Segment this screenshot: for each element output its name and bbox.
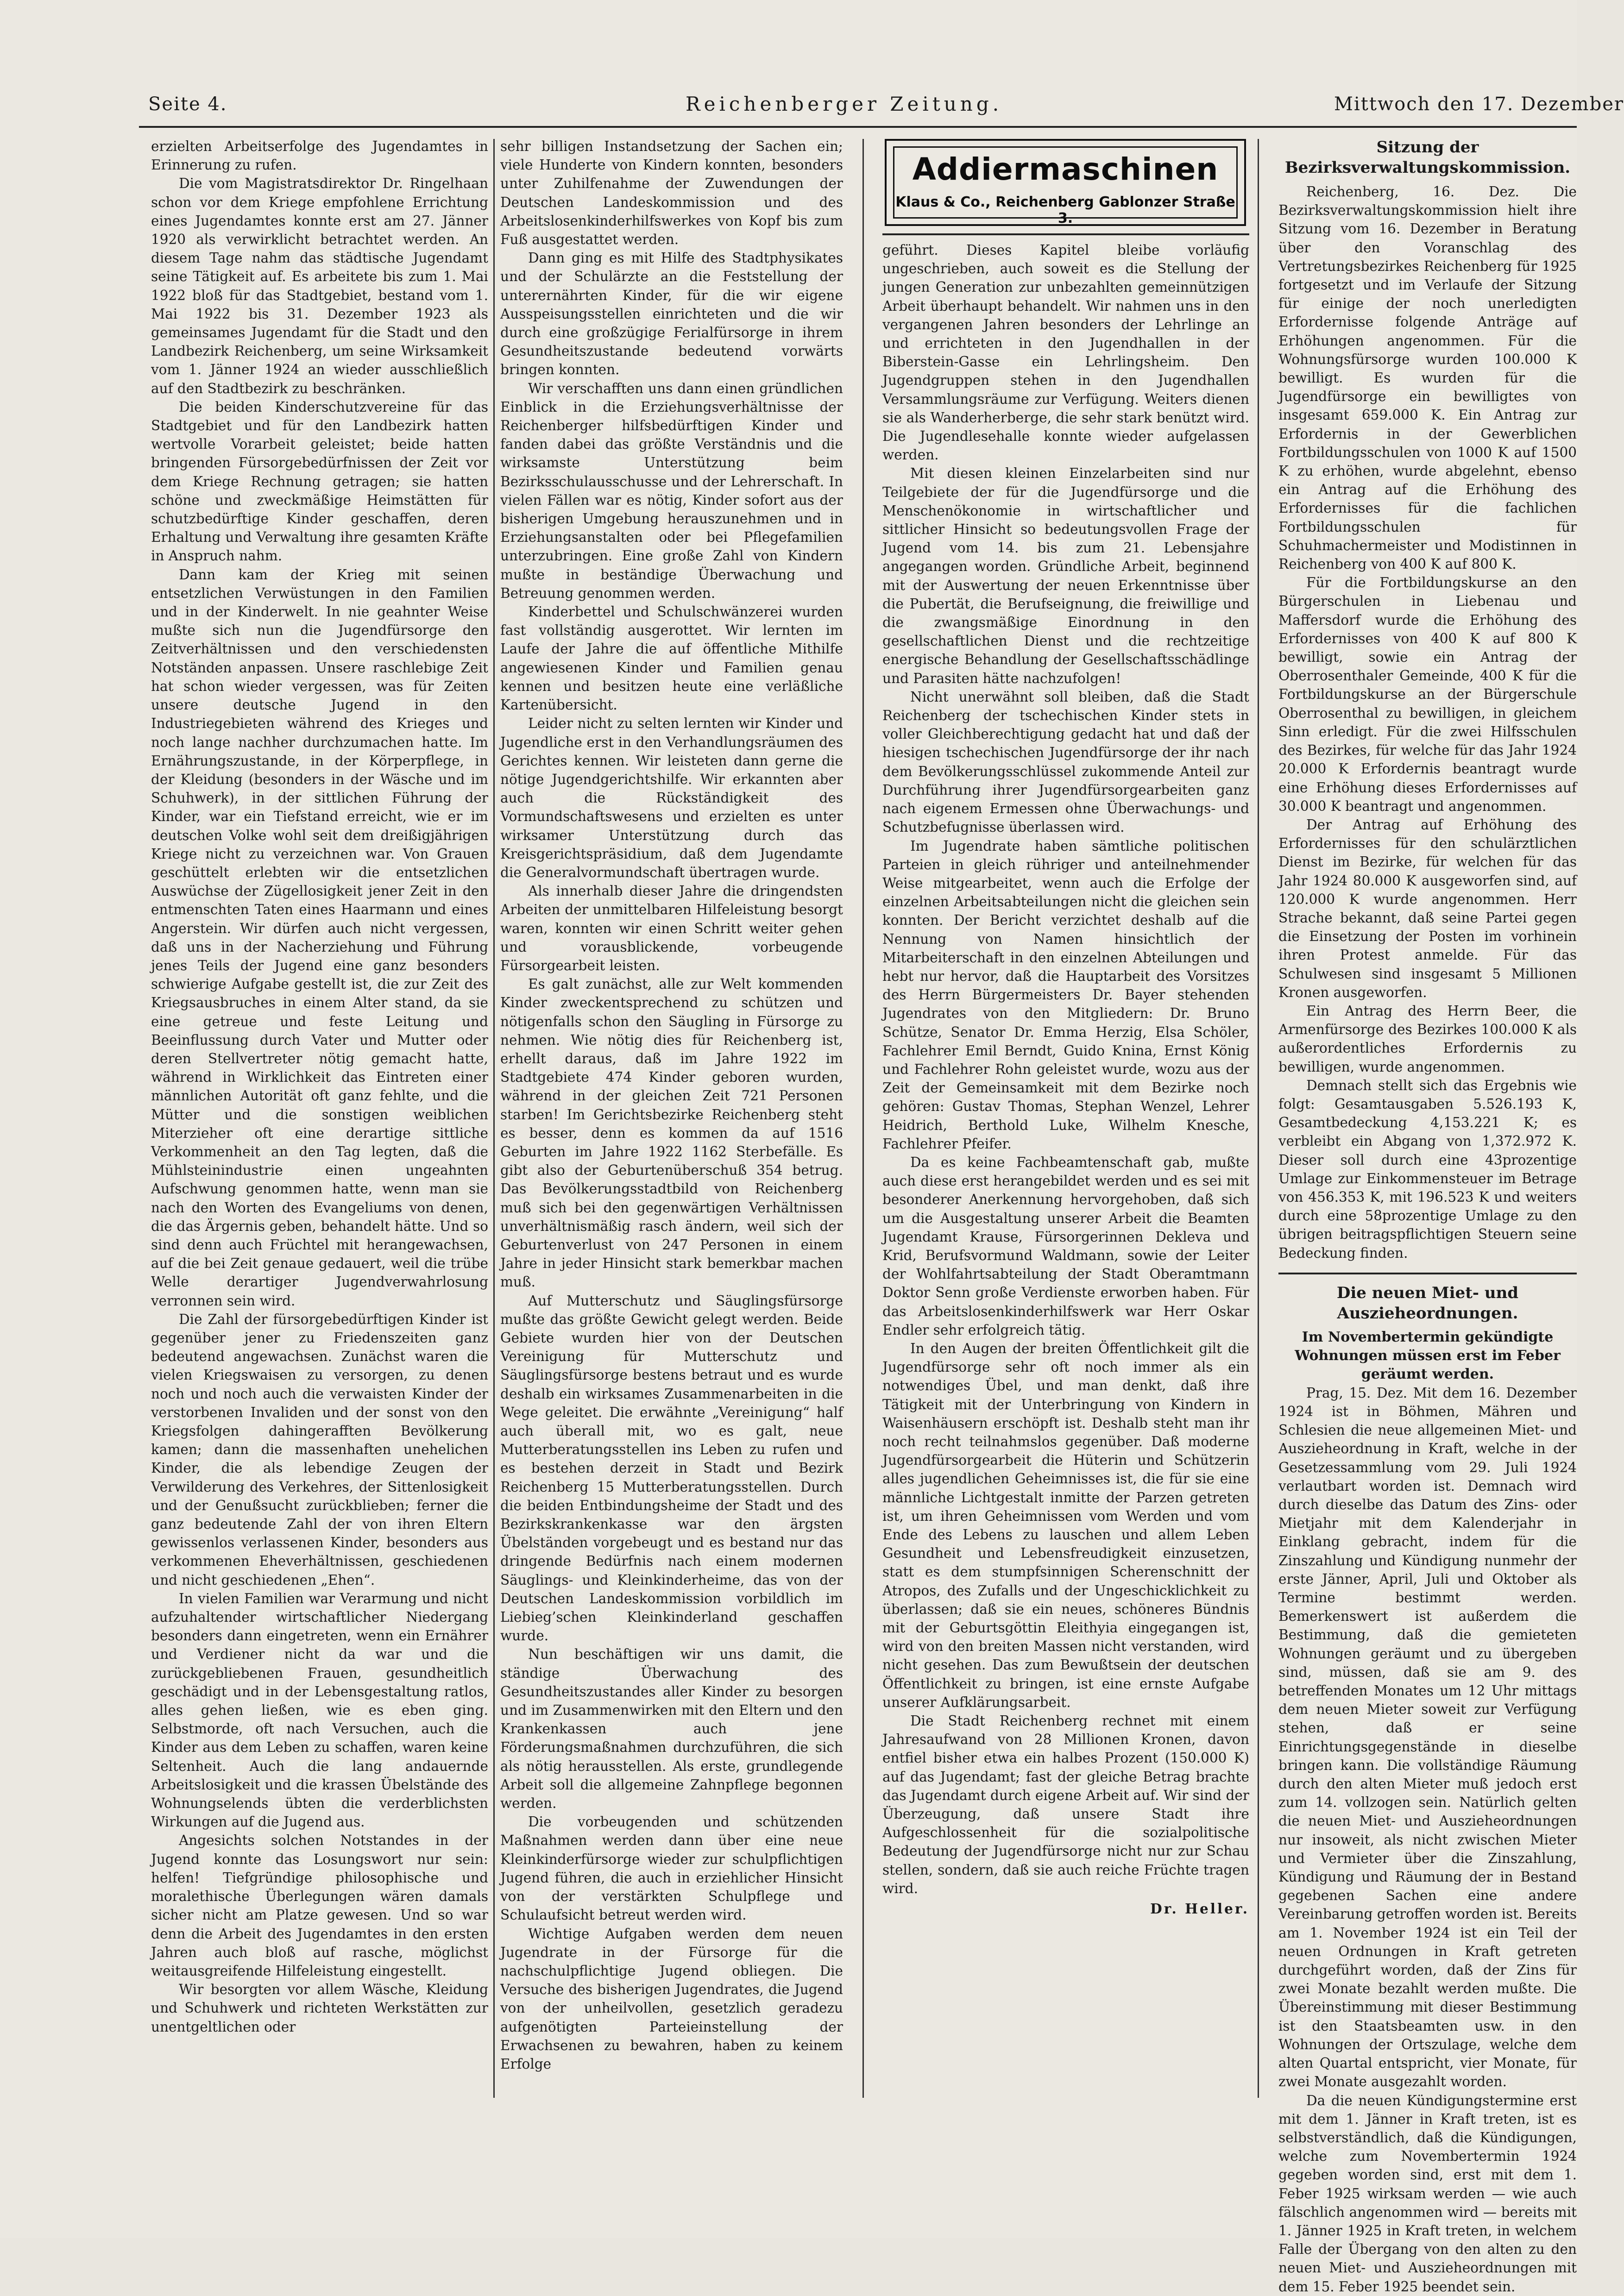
paragraph: Leider nicht zu selten lernten wir Kinder und Jugendliche erst in den Verhandlungsräumen des Gerichtes kennen. Wir leisteten dann gerne die nötige Jugendgerichtshilfe. Wir erkannten aber auch die Rückständigkeit des Vormundschaftswesens und erzielten es unter wirksamer Unterstützung durch das Kreisgerichtspräsidium, daß dem Jugendamte die Generalvormundschaft übertragen wurde.	[500, 715, 843, 880]
advertisement-frame	[893, 146, 1238, 226]
paragraph: Mit diesen kleinen Einzelarbeiten sind nur Teilgebiete der für die Jugendfürsorge und die Menschenökonomie in wirtschaftlicher und sittlicher Hinsicht so bedeutungsvollen Frage der Jugend vom 14. bis zum 21. Lebensjahre angegangen worden. Gründliche Arbeit, beginnend mit der Auswertung der neuen Erkenntnisse über die Pubertät, die Berufseignung, die freiwillige und die zwangsmäßige Einordnung in den gesellschaftlichen Dienst und die rechtzeitige energische Behandlung der Gesellschaftsschädlinge und Parasiten hätte nachzufolgen!	[882, 465, 1249, 686]
column-divider	[862, 139, 864, 2098]
advertisement	[885, 139, 1246, 226]
article-headline: Die neuen Miet- und Auszieheordnungen.	[1336, 1283, 1519, 1323]
paragraph: Die Stadt Reichenberg rechnet mit einem Jahresaufwand von 28 Millionen Kronen, davon entfiel bisher etwa ein halbes Prozent (150.000 K) auf das Jugendamt; fast der gleiche Betrag brachte das Jugendamt durch eigene Arbeit auf. Wir sind der Überzeugung, daß unsere Stadt ihre Aufgeschlossenheit für die sozialpolitische Bedeutung der Jugendfürsorge nicht nur zur Schau stellen, sondern, daß sie auch reiche Früchte tragen wird.	[882, 1713, 1249, 1896]
article-separator	[1278, 1273, 1577, 1274]
paragraph: Auf Mutterschutz und Säuglingsfürsorge mußte das größte Gewicht gelegt werden. Beide Gebiete wurden hier von der Deutschen Vereinigung für Mutterschutz und Säuglingsfürsorge bestens betraut und es wurde deshalb ein wirksames Zusammenarbeiten in die Wege geleitet. Die erwähnte „Vereinigung“ half auch überall mit, wo es galt, neue Mutterberatungsstellen ins Leben zu rufen und es bestehen derzeit in Stadt und Bezirk Reichenberg 15 Mutterberatungsstellen. Durch die beiden Entbindungsheime der Stadt und des Bezirkskrankenkasse war den ärgsten Übelständen vorgebeugt und es bestand nur das dringende Bedürfnis nach einem modernen Säuglings- und Kleinkinderheime, das von der Deutschen Landeskommission vorbildlich im Liebieg’schen Kleinkinderland geschaffen wurde.	[500, 1292, 843, 1644]
paragraph: Die beiden Kinderschutzvereine für das Stadtgebiet und für den Landbezirk hatten wertvolle Vorarbeit geleistet; beide hatten bringenden Fürsorgebedürfnissen der Zeit vor dem Kriege Rechnung getragen; sie hatten schöne und zweckmäßige Heimstätten für schutzbedürftige Kinder geschaffen, deren Erhaltung und Verwaltung ihre gesamten Kräfte in Anspruch nahm.	[151, 399, 488, 564]
paragraph: sehr billigen Instandsetzung der Sachen ein; viele Hunderte von Kindern konnten, besonders unter Zuhilfenahme der Zuwendungen der Deutschen Landeskommission und des Arbeitslosenkinderhilfswerkes von Kopf bis zum Fuß ausgestattet werden.	[500, 138, 843, 248]
paragraph: Wir verschafften uns dann einen gründlichen Einblick in die Erziehungsverhältnisse der Reichenberger hilfsbedürftigen Kinder und fanden dabei das größte Verständnis und die wirksamste Unterstützung beim Bezirksschulausschusse und der Lehrerschaft. In vielen Fällen war es nötig, Kinder sofort aus der bisherigen Umgebung herauszunehmen und in Erziehungsanstalten oder bei Pflegefamilien unterzubringen. Eine große Zahl von Kindern mußte in beständige Überwachung und Betreuung genommen werden.	[500, 380, 843, 601]
paragraph: Prag, 15. Dez. Mit dem 16. Dezember 1924 ist in Böhmen, Mähren und Schlesien die neue allgemeinen Miet- und Auszieheordnung in Kraft, welche in der Gesetzessammlung vom 29. Juli 1924 verlautbart worden ist. Demnach wird durch dieselbe das Datum des Zins- oder Mietjahr mit dem Kalenderjahr in Einklang gebracht, indem für die Zinszahlung und Kündigung nunmehr der erste Jänner, April, Juli und Oktober als Termine bestimmt werden. Bemerkenswert ist außerdem die Bestimmung, daß die gemieteten Wohnungen geräumt und zu übergeben sind, müssen, daß sie am 9. des betreffenden Monates um 12 Uhr mittags dem neuen Mieter soweit zur Verfügung stehen, daß er seine Einrichtungsgegenstände in dieselbe bringen kann. Die vollständige Räumung durch den alten Mieter muß jedoch erst zum 14. vollzogen sein. Natürlich gelten die neuen Miet- und Auszieheordnungen nur insoweit, als nicht zwischen Mieter und Vermieter über die Zinszahlung, Kündigung und Räumung der in Bestand gegebenen Sachen eine andere Vereinbarung getroffen worden ist. Bereits am 1. November 1924 ist ein Teil der neuen Ordnungen in Kraft getreten durchgeführt worden, daß der Zins für zwei Monate bezahlt werden mußte. Die Übereinstimmung mit dieser Bestimmung ist den Staatsbeamten usw. in den Wohnungen der Ortszulage, welche dem alten Quartal entspricht, vier Monate, für zwei Monate ausgezahlt worden.	[1278, 1385, 1577, 2090]
article-headline: Sitzung der Bezirksverwaltungskommission.	[1284, 138, 1571, 177]
newspaper-title: Reichenberger Zeitung.	[686, 93, 1003, 115]
issue-date: Mittwoch den 17. Dezember	[1334, 94, 1624, 115]
paragraph: Nicht unerwähnt soll bleiben, daß die Stadt Reichenberg der tschechischen Kinder stets in voller Gleichberechtigung gedacht hat und daß der hiesigen tschechischen Jugendfürsorge der ihr nach dem Bevölkerungsschlüssel zukommende Anteil zur Durchführung ihrer Jugendfürsorgearbeiten ganz nach eigenem Ermessen ohne Überwachungs- und Schutzbefugnisse überlassen wird.	[882, 689, 1249, 835]
column-2	[500, 137, 843, 2101]
paragraph: Nun beschäftigen wir uns damit, die ständige Überwachung des Gesundheitszustandes aller Kinder zu besorgen und im Zusammenwirken mit den Eltern und den Krankenkassen auch jene Förderungsmaßnahmen durchzuführen, die sich als nötig herausstellen. Als erste, grundlegende Arbeit soll die allgemeine Zahnpflege begonnen werden.	[500, 1646, 843, 1812]
advertisement-title: Addiermaschinen	[912, 151, 1219, 187]
paragraph: In vielen Familien war Verarmung und nicht aufzuhaltender wirtschaftlicher Niedergang besonders dann eingetreten, wenn ein Ernährer und Verdiener nicht da war und die zurückgebliebenen Frauen, gesundheitlich geschädigt und in der Lebensgestaltung ratlos, alles gehen ließen, wie es eben ging. Selbstmorde, oft nach Versuchen, auch die Kinder aus dem Leben zu schaffen, waren keine Seltenheit. Auch die lang andauernde Arbeitslosigkeit und die krassen Übelstände des Wohnungselends übten die verderblichsten Wirkungen auf die Jugend aus.	[151, 1590, 488, 1830]
paragraph: Dann ging es mit Hilfe des Stadtphysikates und der Schulärzte an die Feststellung der unterernährten Kinder, für die wir eigene Ausspeisungsstellen einrichteten und die wir durch eine großzügige Ferialfürsorge in ihrem Gesundheitszustande bedeutend vorwärts bringen konnten.	[500, 250, 843, 378]
page-header	[139, 91, 1624, 119]
paragraph: Ein Antrag des Herrn Beer, die Armenfürsorge des Bezirkes 100.000 K als außerordentliches Erfordernis zu bewilligen, wurde angenommen.	[1278, 1003, 1577, 1075]
paragraph: Wichtige Aufgaben werden dem neuen Jugendrate in der Fürsorge für die nachschulpflichtige Jugend obliegen. Die Versuche des bisherigen Jugendrates, die Jugend von der unheilvollen, gesetzlich geradezu aufgenötigten Parteieinstellung der Erwachsenen zu bewahren, haben zu keinem Erfolge	[500, 1926, 843, 2072]
advertisement-rule	[882, 233, 1249, 235]
paragraph: erzielten Arbeitserfolge des Jugendamtes in Erinnerung zu rufen.	[151, 138, 488, 173]
paragraph: Im Jugendrate haben sämtliche politischen Parteien in gleich rühriger und anteilnehmender Weise mitgearbeitet, wenn auch die Erfolge der einzelnen Arbeitsabteilungen nicht die gleichen sein konnten. Der Bericht verzichtet deshalb auf die Nennung von Namen hinsichtlich der Mitarbeiterschaft in den einzelnen Abteilungen und hebt nur hervor, daß die Hauptarbeit des Vorsitzes des Herrn Bürgermeisters Dr. Bayer stehenden Jugendrates von den Mitgliedern: Dr. Bruno Schütze, Senator Dr. Emma Herzig, Elsa Schöler, Fachlehrer Emil Berndt, Guido Knina, Ernst König und Fachlehrer Rohn geleistet wurde, wozu aus der Zeit der Gemeinsamkeit mit dem Bezirke noch gehören: Gustav Thomas, Stephan Wenzel, Lehrer Heidrich, Berthold Luke, Wilhelm Knesche, Fachlehrer Pfeifer.	[882, 838, 1249, 1152]
column-3	[882, 241, 1249, 2098]
paragraph: Da die neuen Kündigungstermine erst mit dem 1. Jänner in Kraft treten, ist es selbstverständlich, daß die Kündigungen, welche zum Novembertermin 1924 gegeben worden sind, erst mit dem 1. Feber 1925 wirksam werden — wie auch fälschlich angenommen wird — bereits mit 1. Jänner 1925 in Kraft treten, in welchem Falle der Übergang von den alten zu den neuen Miet- und Auszieheordnungen mit dem 15. Feber 1925 beendet sein.	[1278, 2092, 1577, 2295]
paragraph: Die vom Magistratsdirektor Dr. Ringelhaan schon vor dem Kriege empfohlene Errichtung eines Jugendamtes konnte erst am 27. Jänner 1920 als verwirklicht betrachtet werden. An diesem Tage nahm das städtische Jugendamt seine Tätigkeit auf. Es arbeitete bis zum 1. Mai 1922 bloß für das Stadtgebiet, bestand vom 1. Mai 1922 bis 31. Dezember 1923 als gemeinsames Jugendamt für die Stadt und den Landbezirk Reichenberg, um seine Wirksamkeit vom 1. Jänner 1924 an wieder ausschließlich auf den Stadtbezirk zu beschränken.	[151, 176, 488, 396]
paragraph: Die vorbeugenden und schützenden Maßnahmen werden dann über eine neue Kleinkinderfürsorge wieder zur schulpflichtigen Jugend führen, die auch in erziehlicher Hinsicht von der verstärkten Schulpflege und Schulaufsicht betreut werden wird.	[500, 1814, 843, 1923]
advertisement-subtitle: Klaus & Co., Reichenberg Gablonzer Straße 3.	[895, 194, 1235, 226]
column-divider	[493, 139, 495, 2098]
article-subheadline: Im Novembertermin gekündigte Wohnungen müssen erst im Feber geräumt werden.	[1295, 1329, 1561, 1382]
paragraph: Der Antrag auf Erhöhung des Erfordernisses für den schulärztlichen Dienst im Bezirke, für welchen für das Jahr 1924 80.000 K ausgeworfen sind, auf 120.000 K wurde angenommen. Herr Strache bekannt, daß seine Partei gegen die Einsetzung der Posten im vorhinein ihren Protest anmelde. Für das Schulwesen sind insgesamt 5 Millionen Kronen ausgeworfen.	[1278, 816, 1577, 1000]
column-4	[1278, 137, 1577, 2295]
paragraph: Da es keine Fachbeamtenschaft gab, mußte auch diese erst herangebildet werden und es sei mit besonderer Anerkennung hervorgehoben, daß sich um die Ausgestaltung unserer Arbeit die Beamten Jugendamt Krause, Fürsorgerinnen Dekleva und Krid, Berufsvormund Waldmann, sowie der Leiter der Wohlfahrtsabteilung der Stadt Oberamtmann Doktor Senn große Verdienste erworben haben. Für das Arbeitslosenkinderhilfswerk war Herr Oskar Endler sehr erfolgreich tätig.	[882, 1154, 1249, 1338]
paragraph: Reichenberg, 16. Dez. Die Bezirksverwaltungskommission hielt ihre Sitzung vom 16. Dezember in Beratung über den Voranschlag des Vertretungsbezirkes Reichenberg für 1925 fortgesetzt und im Verlaufe der Sitzung für einige der noch unerledigten Erfordernisse folgende Anträge auf Erhöhungen angenommen. Für die Wohnungsfürsorge wurden 100.000 K bewilligt. Es wurden für die Jugendfürsorge ein bewilligtes von insgesamt 659.000 K. Ein Antrag zur Erfordernis in der Gewerblichen Fortbildungsschulen von 1000 K auf 1500 K zu erhöhen, wurde abgelehnt, ebenso ein Antrag auf die Erhöhung des Erfordernisses für die fachlichen Fortbildungsschulen für Schuhmachermeister und Modistinnen in Reichenberg von 400 K auf 800 K.	[1278, 184, 1577, 572]
paragraph: In den Augen der breiten Öffentlichkeit gilt die Jugendfürsorge sehr oft noch immer als ein notwendiges Übel, und man denkt, daß ihre Tätigkeit mit der Unterbringung von Kindern in Waisenhäusern erschöpft ist. Deshalb steht man ihr noch recht teilnahmslos gegenüber. Daß moderne Jugendfürsorgearbeit die Hüterin und Schützerin alles jugendlichen Geheimnisses ist, die für sie eine männliche Lichtgestalt inmitte der Parzen getreten ist, um ihren Geheimnissen vom Werden und vom Ende des Lebens zu lauschen und allem Leben Gesundheit und Lebensfreudigkeit einzusetzen, statt es dem stumpfsinnigen Scherenschnitt der Atropos, des Zufalls und der Ungeschicklichkeit zu überlassen; daß sie ein neues, schöneres Bündnis mit der Geburtsgöttin Eleithyia eingegangen ist, wird von den breiten Massen nicht verstanden, wird nicht gesehen. Das zum Bewußtsein der deutschen Öffentlichkeit zu bringen, ist eine ernste Aufgabe unserer Aufklärungsarbeit.	[882, 1340, 1249, 1710]
paragraph: Angesichts solchen Notstandes in der Jugend konnte das Losungswort nur sein: helfen! Tiefgründige philosophische und moralethische Überlegungen wären damals sicher nicht am Platze gewesen. Und so war denn die Arbeit des Jugendamtes in den ersten Jahren auch bloß auf rasche, möglichst weitausgreifende Hilfeleistung eingestellt.	[151, 1832, 488, 1979]
column-divider	[1258, 139, 1259, 2098]
paragraph: Für die Fortbildungskurse an den Bürgerschulen in Liebenau und Maffersdorf wurde die Erhöhung des Erfordernisses von 400 K auf 800 K bewilligt, sowie ein Antrag der Oberrosenthaler Gemeinde, 400 K für die Fortbildungskurse an der Bürgerschule Oberrosenthal zu bewilligen, in gleichem Sinn erledigt. Für die zwei Hilfsschulen des Bezirkes, für welche für das Jahr 1924 20.000 K Erfordernis beantragt wurde eine Erhöhung dieses Erfordernisses auf 30.000 K beantragt und angenommen.	[1278, 575, 1577, 814]
paragraph: Wir besorgten vor allem Wäsche, Kleidung und Schuhwerk und richteten Werkstätten zur unentgeltlichen oder	[151, 1982, 488, 2035]
paragraph: Kinderbettel und Schulschwänzerei wurden fast vollständig ausgerottet. Wir lernten im Laufe der Jahre die auf öffentliche Mithilfe angewiesenen Kinder und Familien genau kennen und besitzen heute eine verläßliche Kartenübersicht.	[500, 604, 843, 713]
paragraph: Dann kam der Krieg mit seinen entsetzlichen Verwüstungen in den Familien und in der Kinderwelt. In nie geahnter Weise mußte sich nun die Jugendfürsorge den Zeitverhältnissen und den verschiedensten Notständen anpassen. Unsere raschlebige Zeit hat schon wieder vergessen, was für Zeiten unsere deutsche Jugend in den Industriegebieten während des Krieges und noch lange nachher durchzumachen hatte. Im Ernährungszustande, in der Körperpflege, in der Kleidung (besonders in der Wäsche und im Schuhwerk), in der sittlichen Führung der Kinder, war ein Tiefstand erreicht, wie er im deutschen Volke wohl seit dem dreißigjährigen Kriege nicht zu verzeichnen war. Von Grauen geschüttelt erlebten wir die entsetzlichen Auswüchse der Zügellosigkeit jener Zeit in den entmenschten Taten eines Haarmann und eines Angerstein. Wir dürfen auch nicht vergessen, daß uns in der Nacherziehung und Führung jenes Teils der Jugend eine ganz besonders schwierige Aufgabe gestellt ist, die zur Zeit des Kriegsausbruches in einem Alter stand, da sie eine getreue und feste Leitung und Beeinflussung durch Vater und Mutter oder deren Stellvertreter nötig gemacht hatte, während in Wirklichkeit das Eintreten einer männlichen Autorität oft ganz fehlte, und die Mütter und die sonstigen weiblichen Miterzieher oft eine derartige sittliche Verkommenheit an den Tag legten, daß die Mühlsteinindustrie einen ungeahnten Aufschwung genommen hatte, wenn man sie nach den Worten des Evangeliums von denen, die das Ärgernis geben, behandelt hätte. Und so sind denn auch Früchtel mit herangewachsen, auf die bei Zeit genaue gedauert, weil die trübe Welle derartiger Jugendverwahrlosung verronnen sein wird.	[151, 566, 488, 1309]
author-signature: Dr. Heller.	[1150, 1901, 1249, 1917]
paragraph: geführt. Dieses Kapitel bleibe vorläufig ungeschrieben, auch soweit es die Stellung der jungen Generation zur unbezahlten gemeinnützigen Arbeit überhaupt behandelt. Wir nahmen uns in den vergangenen Jahren besonders der Lehrlinge an und errichteten in den Jugendhallen in der Biberstein-Gasse ein Lehrlingsheim. Den Jugendgruppen stehen in den Jugendhallen Versammlungsräume zur Verfügung. Weiters dienen sie als Wanderherberge, die sehr stark benützt wird. Die Jugendlesehalle konnte wieder aufgelassen werden.	[882, 242, 1249, 463]
paragraph: Als innerhalb dieser Jahre die dringendsten Arbeiten der unmittelbaren Hilfeleistung besorgt waren, konnten wir einen Schritt weiter gehen und vorausblickende, vorbeugende Fürsorgearbeit leisten.	[500, 883, 843, 973]
column-1	[151, 137, 488, 2101]
paragraph: Demnach stellt sich das Ergebnis wie folgt: Gesamtausgaben 5.526.193 K, Gesamtbedeckung 4,153.221 K; es verbleibt ein Abgang von 1,372.972 K. Dieser soll durch eine 43prozentige Umlage zur Einkommensteuer im Betrage von 456.353 K, mit 196.523 K und weiters durch eine 58prozentige Umlage zu den übrigen beitragspflichtigen Steuern seine Bedeckung finden.	[1278, 1077, 1577, 1261]
paragraph: Es galt zunächst, alle zur Welt kommenden Kinder zweckentsprechend zu schützen und nötigenfalls schon den Säugling in Fürsorge zu nehmen. Wie nötig dies für Reichenberg ist, erhellt daraus, daß im Jahre 1922 im Stadtgebiete 474 Kinder geboren wurden, während in der gleichen Zeit 721 Personen starben! Im Gerichtsbezirke Reichenberg steht es besser, denn es kommen da auf 1516 Geburten im Jahre 1922 1162 Sterbefälle. Es gibt also der Geburtenüberschuß 354 betrug. Das Bevölkerungsstadtbild von Reichenberg muß sich bei den gegenwärtigen Verhältnissen unverhältnismäßig rasch ändern, weil sich der Geburtenverlust von 247 Personen in einem Jahre in jeder Hinsicht stark bemerkbar machen muß.	[500, 976, 843, 1290]
page-number: Seite 4.	[148, 94, 227, 115]
header-rule	[139, 126, 1577, 128]
paragraph: Die Zahl der fürsorgebedürftigen Kinder ist gegenüber jener zu Friedenszeiten ganz bedeutend angewachsen. Zunächst waren die vielen Kriegswaisen zu versorgen, zu denen noch und noch auch die verwaisten Kinder der verstorbenen Invaliden und der sonst von den Kriegsfolgen dahingerafften Bevölkerung kamen; dann die massenhaften unehelichen Kinder, die als lebendige Zeugen der Verwilderung des Verkehres, der Sittenlosigkeit und der Genußsucht zurückblieben; ferner die ganz bedeutende Zahl der von ihren Eltern gewissenlos verlassenen Kinder, besonders aus verkommenen Eheverhältnissen, geschiedenen und nicht geschiedenen „Ehen“.	[151, 1311, 488, 1588]
